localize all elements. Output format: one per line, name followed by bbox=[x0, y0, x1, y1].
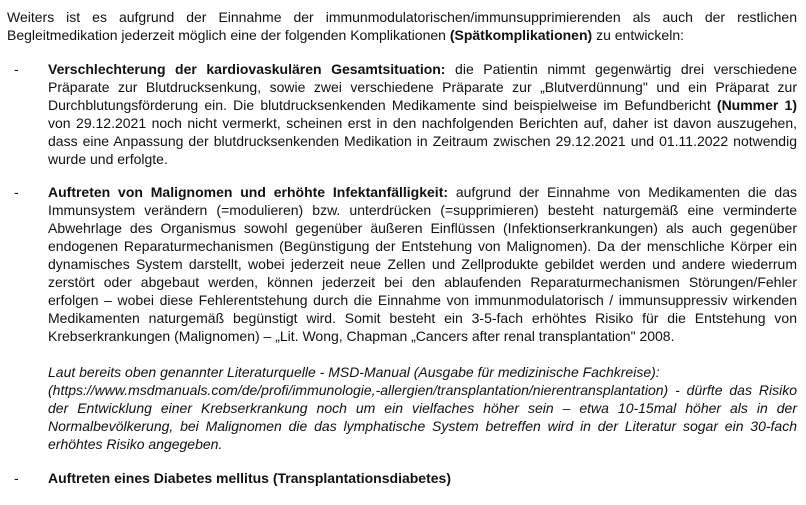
bullet-cardiovascular-paragraph bbox=[48, 60, 797, 168]
literature-note-line1: Laut bereits oben genannter Literaturquelle - MSD-Manual (Ausgabe für medizinische Fachkreise): bbox=[48, 364, 660, 380]
bullet-cardiovascular-heading: Verschlechterung der kardiovaskulären Gesamtsituation: bbox=[48, 61, 446, 77]
bullet-diabetes-paragraph bbox=[48, 469, 797, 487]
bullet-cardiovascular-text-tail: von 29.12.2021 noch nicht vermerkt, scheinen erst in den nachfolgenden Berichten auf, daher ist davon auszugehen, dass eine Anpassung der blutdrucksenkenden Medikation in Zeitraum zwischen 29.12.2021 und 01.11.2022 notwendig wurde und erfolgte. bbox=[48, 115, 797, 167]
bullet-item-cardiovascular bbox=[7, 60, 797, 168]
bullet-diabetes-heading: Auftreten eines Diabetes mellitus (Transplantationsdiabetes) bbox=[48, 470, 451, 486]
literature-note-rest: (https://www.msdmanuals.com/de/profi/immunologie,-allergien/transplantation/nierentransplantation) - dürfte das Risiko der Entwicklung einer Krebserkrankung noch um ein vielfaches höher sein – etwa 10-15mal höher als in der Normalbevölkerung, bei Malignomen die das lymphatische System betreffen wird in der Literatur sogar ein 30-fach erhöhtes Risiko angegeben. bbox=[48, 382, 797, 452]
bullet-malignoma-text: aufgrund der Einnahme von Medikamenten die das Immunsystem verändern (=modulieren) bzw. unterdrücken (=supprimieren) besteht naturgemäß eine verminderte Abwehrlage des Organismus sowohl gegenüber äußeren Einflüssen (Infektionserkrankungen) als auch gegenüber endogenen Reparaturmechanismen (Begünstigung der Entstehung von Malignomen). Da der menschliche Körper ein dynamisches System darstellt, wobei jederzeit neue Zellen und Zellprodukte gebildet werden und andere wiederrum zerstört oder abgebaut werden, können jederzeit bei den ablaufenden Reparaturmechanismen Störungen/Fehler erfolgen – wobei diese Fehlerentstehung durch die Einnahme von immunmodulatorisch / immunsuppressiv wirkenden Medikamenten naturgemäß begünstigt wird. Somit besteht ein 3-5-fach erhöhtes Risiko für die Entstehung von Krebserkrankungen (Malignomen) – „Lit. Wong, Chapman „Cancers after renal transplantation" 2008. bbox=[48, 184, 797, 344]
bullet-dash-icon: - bbox=[14, 470, 19, 486]
intro-text: Weiters ist es aufgrund der Einnahme der immunmodulatorischen/immunsupprimierenden als auch der restlichen Begleitmedikation jederzeit möglich eine der folgenden Komplikationen bbox=[7, 9, 797, 43]
intro-text-tail: zu entwickeln: bbox=[592, 27, 685, 43]
bullet-item-diabetes bbox=[7, 469, 797, 487]
intro-paragraph bbox=[7, 8, 797, 44]
intro-bold-term: (Spätkomplikationen) bbox=[449, 27, 593, 43]
bullet-cardiovascular-bold-ref: (Nummer 1) bbox=[716, 97, 797, 113]
bullet-cardiovascular-text: die Patientin nimmt gegenwärtig drei verschiedene Präparate zur Blutdrucksenkung, sowie zwei verschiedene Präparate zur „Blutverdünnung" und ein Präparat zur Durchblutungsförderung ein. Die blutdrucksenkenden Medikamente sind beispielweise im Befundbericht bbox=[48, 61, 798, 113]
bullet-malignoma-heading: Auftreten von Malignomen und erhöhte Infektanfälligkeit: bbox=[48, 184, 449, 200]
literature-note-paragraph bbox=[48, 363, 797, 453]
bullet-malignoma-paragraph bbox=[48, 183, 797, 345]
bullet-item-malignoma bbox=[7, 183, 797, 345]
bullet-dash-icon: - bbox=[14, 61, 19, 77]
bullet-dash-icon: - bbox=[14, 184, 19, 200]
